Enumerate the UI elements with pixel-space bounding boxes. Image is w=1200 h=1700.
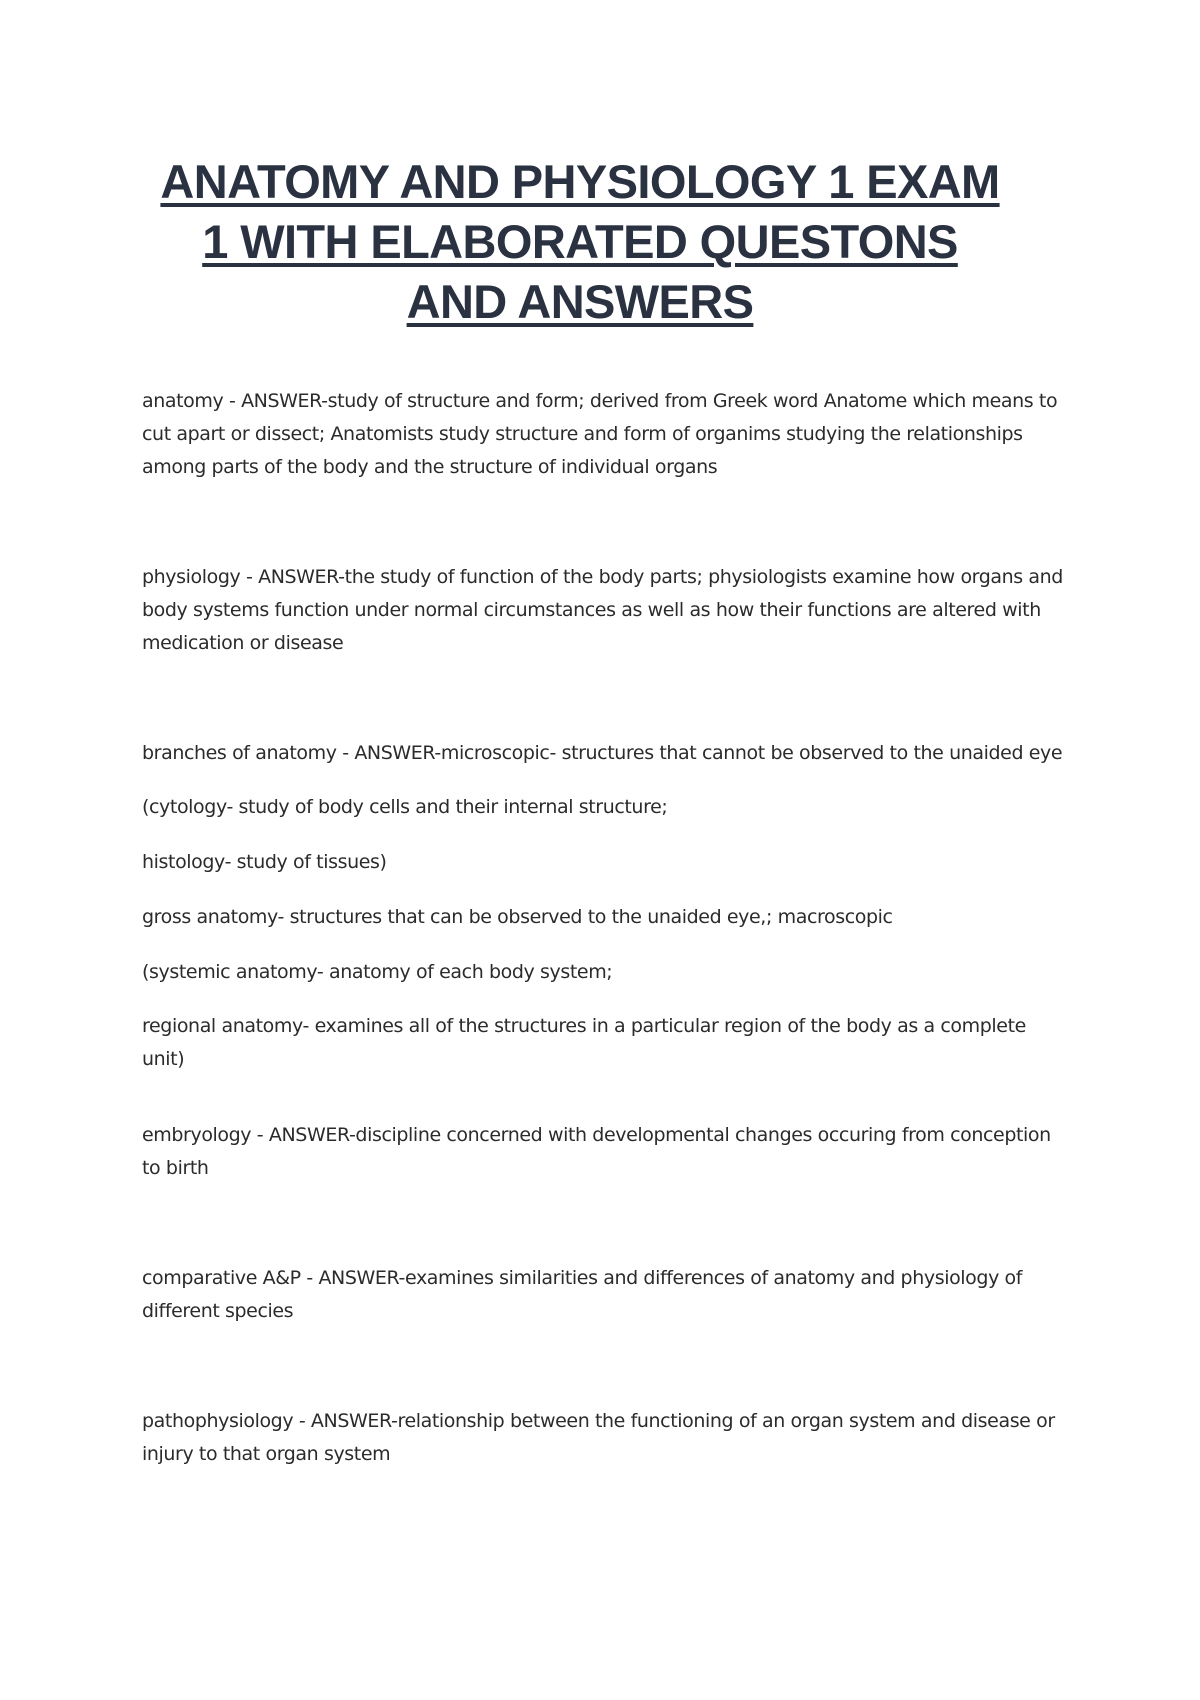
entry-embryology: embryology - ANSWER-discipline concerned with developmental changes occuring from conception to birth	[142, 1124, 1051, 1179]
entry-systemic-anatomy: (systemic anatomy- anatomy of each body system;	[142, 961, 613, 983]
entry-comparative-ap: comparative A&P - ANSWER-examines similarities and differences of anatomy and physiology of different species	[142, 1267, 1023, 1322]
entry-pathophysiology: pathophysiology - ANSWER-relationship between the functioning of an organ system and disease or injury to that organ system	[142, 1410, 1055, 1465]
entry-anatomy: anatomy - ANSWER-study of structure and form; derived from Greek word Anatome which means to cut apart or dissect; Anatomists study structure and form of organims studying the relationships among parts of the body and the structure of individual organs	[142, 390, 1058, 478]
entry-regional-anatomy: regional anatomy- examines all of the structures in a particular region of the body as a complete unit)	[142, 1015, 1026, 1070]
title-line: ANATOMY AND PHYSIOLOGY 1 EXAM	[160, 155, 1000, 208]
entry-physiology: physiology - ANSWER-the study of function of the body parts; physiologists examine how organs and body systems function under normal circumstances as well as how their functions are altered with medication or disease	[142, 566, 1063, 654]
entry-cytology: (cytology- study of body cells and their internal structure;	[142, 796, 668, 818]
title-line: AND ANSWERS	[406, 275, 754, 328]
document-title	[130, 152, 1030, 332]
title-line: 1 WITH ELABORATED QUESTONS	[202, 215, 958, 268]
entry-histology: histology- study of tissues)	[142, 851, 387, 873]
entry-gross-anatomy: gross anatomy- structures that can be observed to the unaided eye,; macroscopic	[142, 906, 893, 928]
entry-branches-of-anatomy: branches of anatomy - ANSWER-microscopic- structures that cannot be observed to the unaided eye	[142, 742, 1063, 764]
